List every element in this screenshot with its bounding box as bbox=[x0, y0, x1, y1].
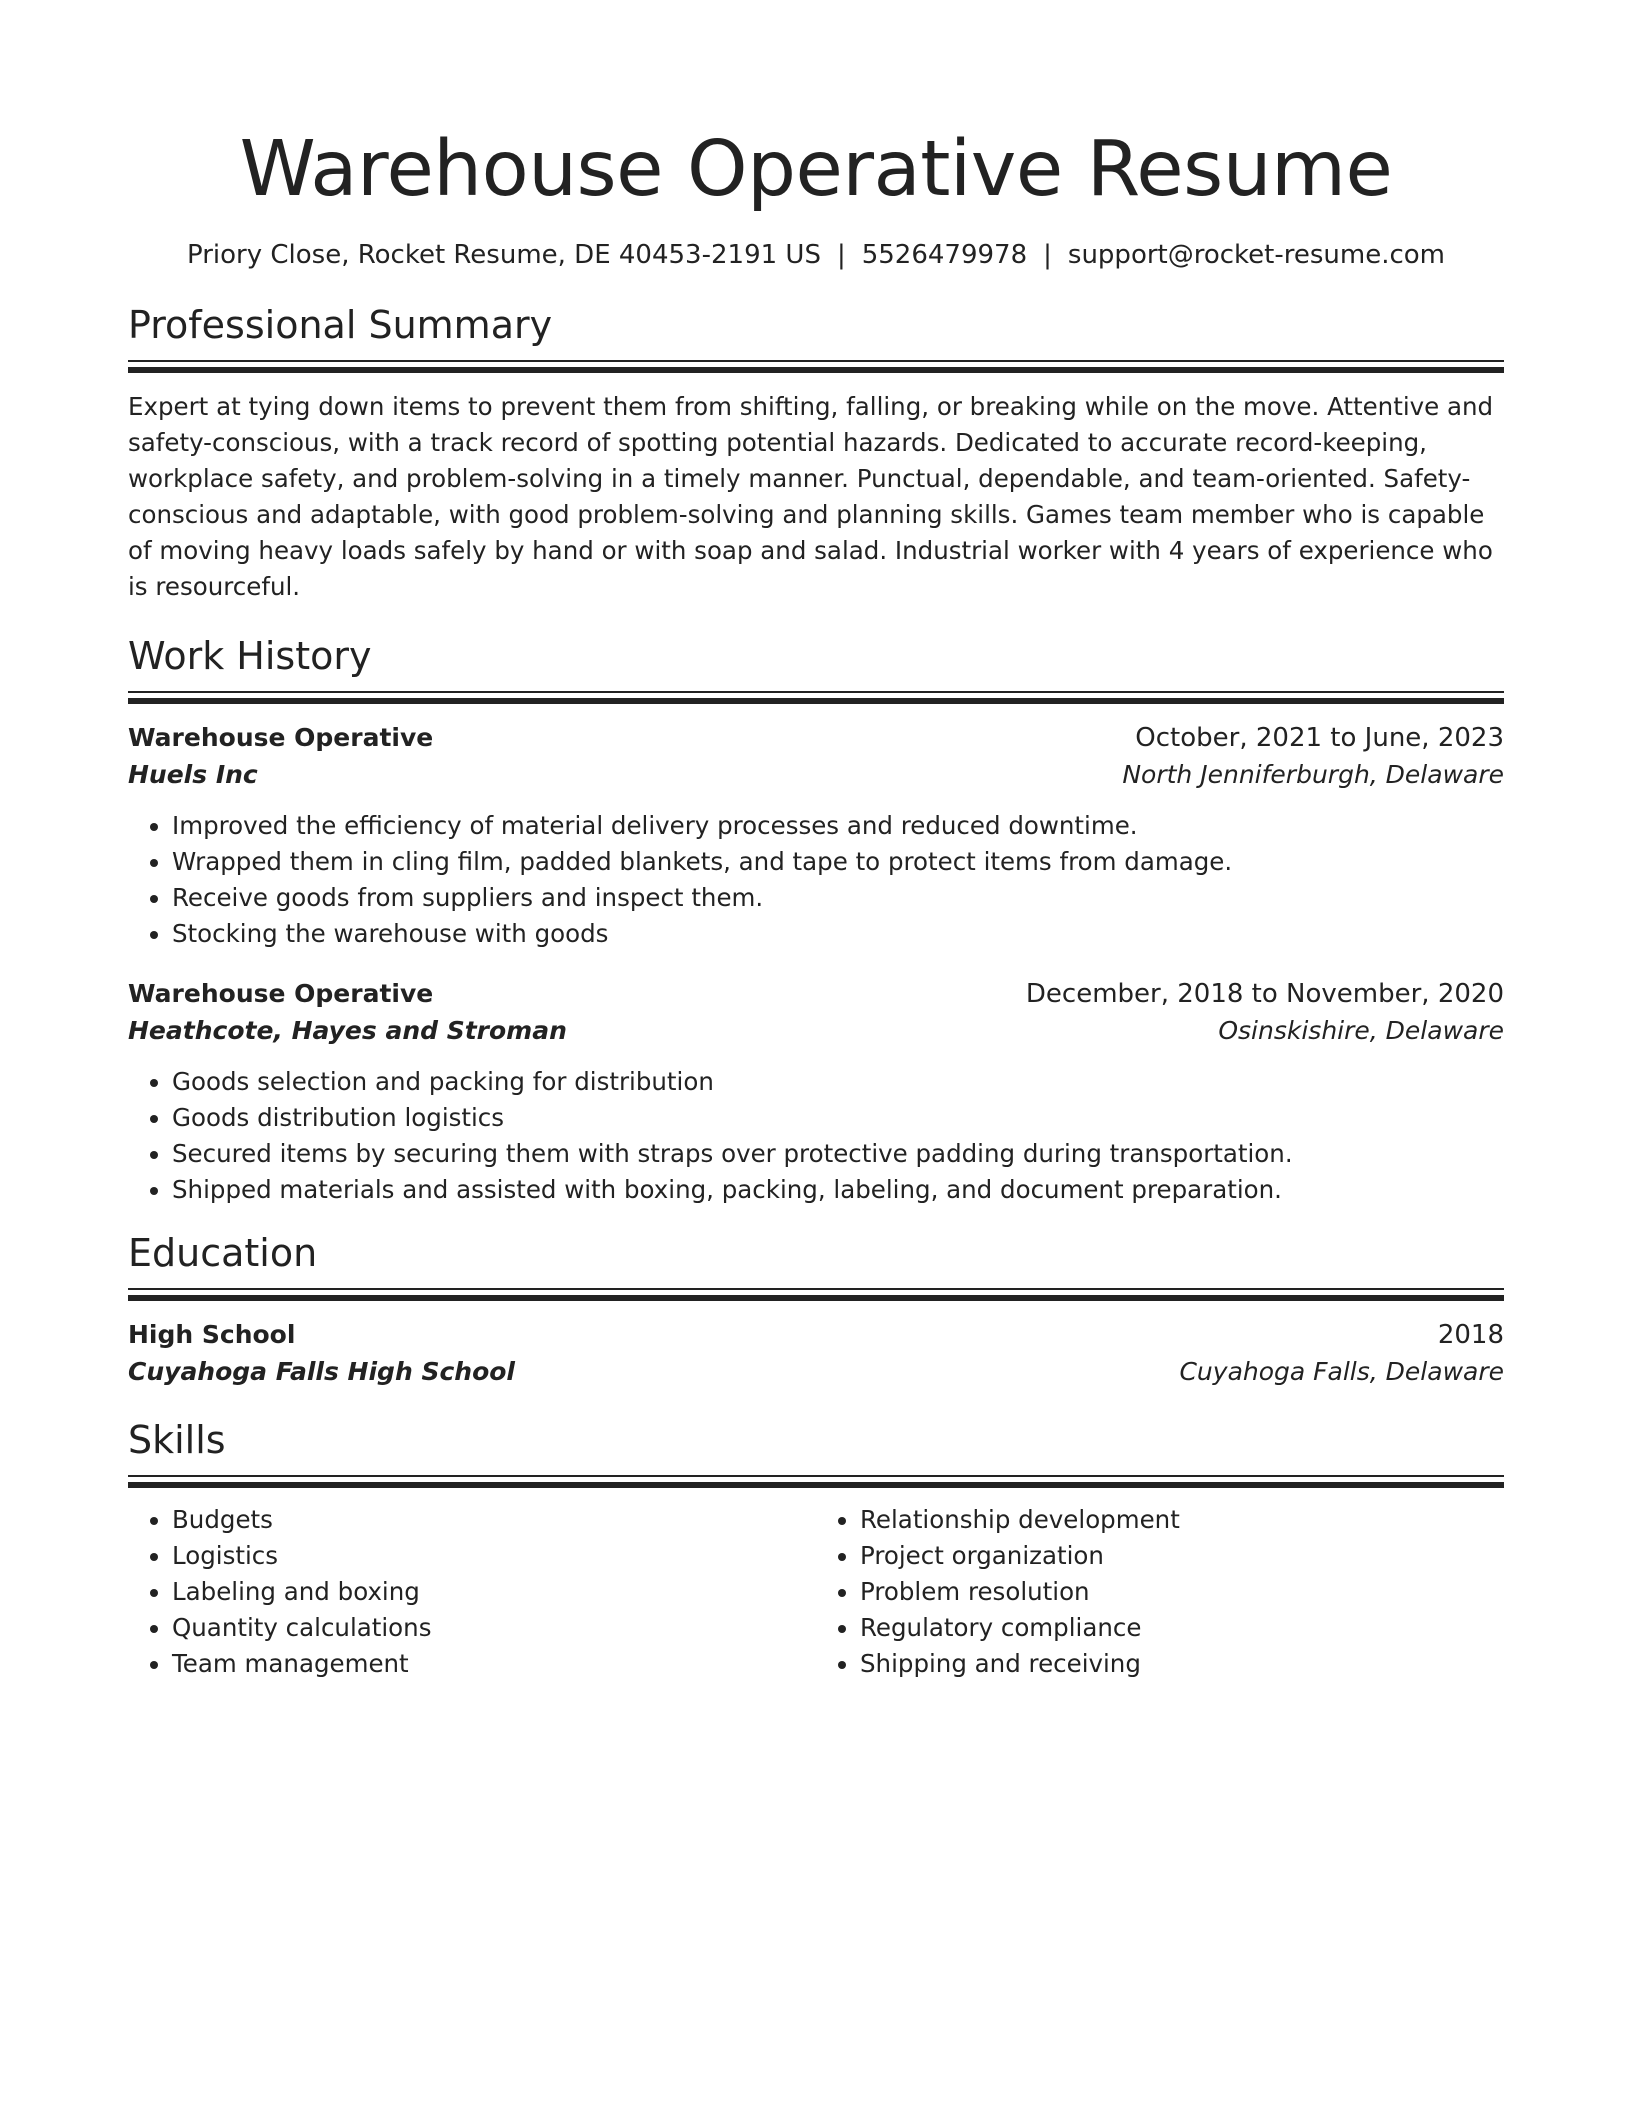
list-item: • Problem resolution bbox=[860, 1574, 1504, 1610]
skills-list-left bbox=[128, 1502, 816, 1682]
education-degree: High School bbox=[128, 1320, 296, 1349]
list-item: • Goods distribution logistics bbox=[172, 1100, 1504, 1136]
skills-columns bbox=[128, 1502, 1504, 1682]
list-item: • Secured items by securing them with straps over protective padding during transportation. bbox=[172, 1136, 1504, 1172]
summary-text: Expert at tying down items to prevent them from shifting, falling, or breaking while on the move. Attentive and safety-conscious, with a track record of spotting potential hazards. Dedicated to accurate record-keeping, workplace safety, and problem-solving in a timely manner. Punctual, dependable, and team-oriented. Safety-conscious and adaptable, with good problem-solving and planning skills. Games team member who is capable of moving heavy loads safely by hand or with soap and salad. Industrial worker with 4 years of experience who is resourceful. bbox=[128, 392, 1494, 601]
list-item: • Quantity calculations bbox=[172, 1610, 816, 1646]
contact-email: support@rocket-resume.com bbox=[1067, 240, 1446, 270]
job-employer: Heathcote, Hayes and Stroman bbox=[128, 1016, 567, 1045]
job-bullets bbox=[128, 1064, 1504, 1208]
list-item: • Labeling and boxing bbox=[172, 1574, 816, 1610]
job-location: North Jenniferburgh, Delaware bbox=[1122, 760, 1504, 789]
section-heading-work-history: Work History bbox=[128, 634, 372, 678]
job-header-row bbox=[128, 720, 1504, 756]
list-item: • Project organization bbox=[860, 1538, 1504, 1574]
job-title: Warehouse Operative bbox=[128, 979, 434, 1008]
list-item: • Logistics bbox=[172, 1538, 816, 1574]
list-item: • Shipping and receiving bbox=[860, 1646, 1504, 1682]
contact-phone: 5526479978 bbox=[861, 240, 1028, 270]
skills-list-right bbox=[816, 1502, 1504, 1682]
education-section bbox=[128, 1230, 1504, 1391]
list-item: • Goods selection and packing for distribution bbox=[172, 1064, 1504, 1100]
section-divider bbox=[128, 360, 1504, 373]
list-item: • Improved the efficiency of material delivery processes and reduced downtime. bbox=[172, 808, 1504, 844]
education-school: Cuyahoga Falls High School bbox=[128, 1357, 515, 1386]
job-bullets bbox=[128, 808, 1504, 952]
section-heading-education: Education bbox=[128, 1231, 318, 1275]
section-divider bbox=[128, 691, 1504, 704]
job-entry bbox=[128, 976, 1504, 1208]
contact-separator: | bbox=[836, 240, 846, 270]
education-entry bbox=[128, 1317, 1504, 1391]
list-item: • Wrapped them in cling film, padded blankets, and tape to protect items from damage. bbox=[172, 844, 1504, 880]
education-location: Cuyahoga Falls, Delaware bbox=[1179, 1357, 1504, 1386]
education-school-row bbox=[128, 1353, 1504, 1391]
resume-title: Warehouse Operative Resume bbox=[239, 125, 1393, 214]
job-header-row bbox=[128, 976, 1504, 1012]
job-entry bbox=[128, 720, 1504, 952]
summary-section bbox=[128, 302, 1504, 605]
section-heading-skills: Skills bbox=[128, 1418, 226, 1462]
job-location: Osinskishire, Delaware bbox=[1218, 1016, 1504, 1045]
list-item: • Shipped materials and assisted with boxing, packing, labeling, and document preparation. bbox=[172, 1172, 1504, 1208]
resume-page bbox=[128, 0, 1504, 1682]
section-divider bbox=[128, 1475, 1504, 1488]
job-employer: Huels Inc bbox=[128, 760, 258, 789]
work-history-section bbox=[128, 633, 1504, 1208]
job-employer-row bbox=[128, 1012, 1504, 1050]
skills-section bbox=[128, 1417, 1504, 1682]
section-heading-summary: Professional Summary bbox=[128, 303, 553, 347]
job-employer-row bbox=[128, 756, 1504, 794]
job-dates: October, 2021 to June, 2023 bbox=[1135, 723, 1504, 753]
list-item: • Budgets bbox=[172, 1502, 816, 1538]
job-dates: December, 2018 to November, 2020 bbox=[1025, 979, 1504, 1009]
list-item: • Team management bbox=[172, 1646, 816, 1682]
job-title: Warehouse Operative bbox=[128, 723, 434, 752]
contact-line bbox=[128, 238, 1504, 272]
list-item: • Stocking the warehouse with goods bbox=[172, 916, 1504, 952]
list-item: • Regulatory compliance bbox=[860, 1610, 1504, 1646]
contact-separator: | bbox=[1043, 240, 1052, 270]
list-item: • Receive goods from suppliers and inspect them. bbox=[172, 880, 1504, 916]
contact-address: Priory Close, Rocket Resume, DE 40453-2191 US bbox=[186, 240, 821, 270]
education-year: 2018 bbox=[1437, 1320, 1504, 1350]
list-item: • Relationship development bbox=[860, 1502, 1504, 1538]
education-header-row bbox=[128, 1317, 1504, 1353]
section-divider bbox=[128, 1288, 1504, 1301]
